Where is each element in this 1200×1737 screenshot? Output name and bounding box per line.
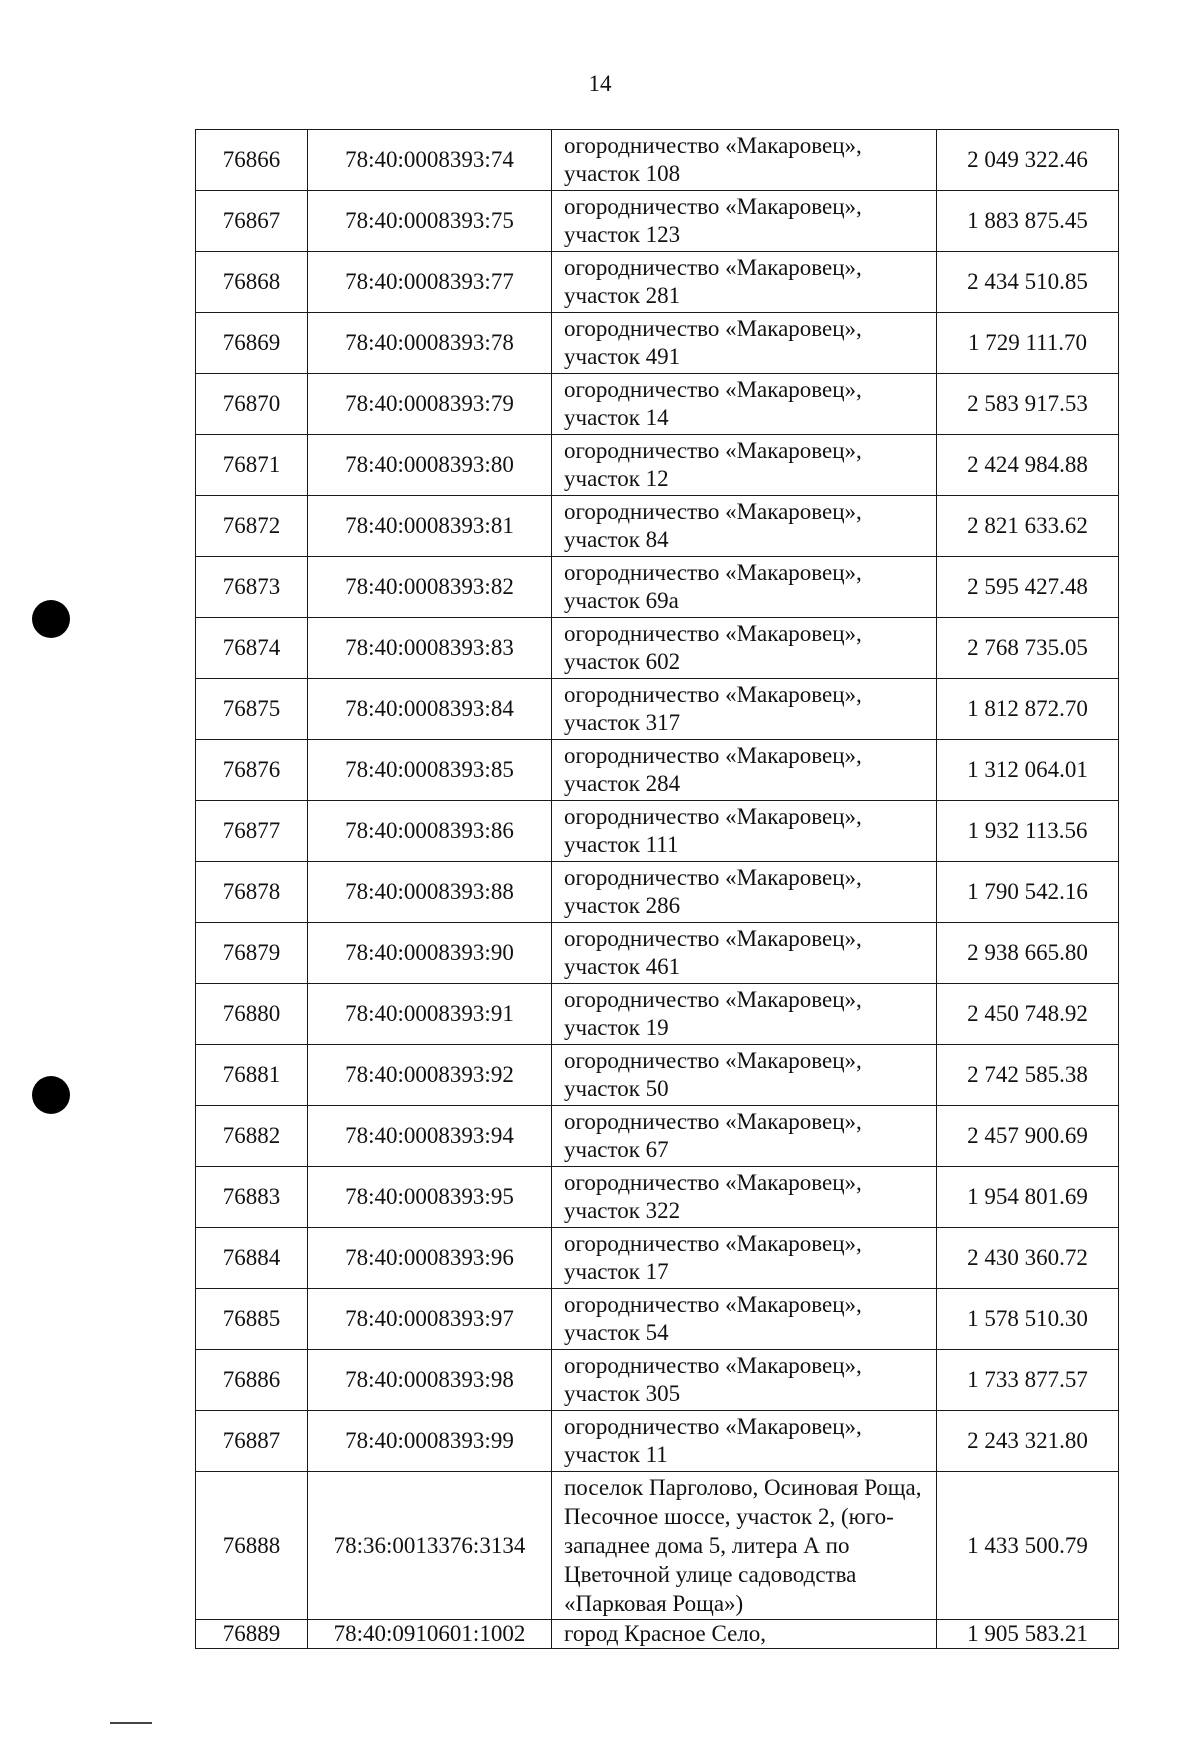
table-row: [196, 740, 1119, 801]
cadastral-value-cell: 2 821 633.62: [937, 496, 1119, 557]
cadastral-value-cell: 2 049 322.46: [937, 130, 1119, 191]
cadastral-value-cell: 1 812 872.70: [937, 679, 1119, 740]
address-cell: огородничество «Макаровец», участок 317: [552, 679, 937, 740]
cadastral-number-cell: 78:40:0008393:86: [308, 801, 552, 862]
cadastral-number-cell: 78:40:0008393:96: [308, 1228, 552, 1289]
address-cell: огородничество «Макаровец», участок 305: [552, 1350, 937, 1411]
table-row: [196, 1228, 1119, 1289]
table-row: [196, 679, 1119, 740]
cadastral-number-cell: 78:40:0008393:80: [308, 435, 552, 496]
record-number-cell: 76875: [196, 679, 308, 740]
cadastral-value-cell: 1 932 113.56: [937, 801, 1119, 862]
record-number-cell: 76886: [196, 1350, 308, 1411]
cadastral-number-cell: 78:40:0008393:94: [308, 1106, 552, 1167]
record-number-cell: 76883: [196, 1167, 308, 1228]
table-row: [196, 1106, 1119, 1167]
table-row: [196, 130, 1119, 191]
table-row: [196, 252, 1119, 313]
cadastral-value-cell: 2 424 984.88: [937, 435, 1119, 496]
cadastral-value-cell: 2 742 585.38: [937, 1045, 1119, 1106]
record-number-cell: 76889: [196, 1620, 308, 1649]
cadastral-value-cell: 2 768 735.05: [937, 618, 1119, 679]
address-cell: огородничество «Макаровец», участок 11: [552, 1411, 937, 1472]
table-row: [196, 557, 1119, 618]
table-row: [196, 1620, 1119, 1649]
table-row: [196, 1350, 1119, 1411]
address-cell: огородничество «Макаровец», участок 461: [552, 923, 937, 984]
record-number-cell: 76881: [196, 1045, 308, 1106]
cadastral-number-cell: 78:40:0008393:99: [308, 1411, 552, 1472]
record-number-cell: 76867: [196, 191, 308, 252]
record-number-cell: 76879: [196, 923, 308, 984]
record-number-cell: 76880: [196, 984, 308, 1045]
cadastral-value-cell: 1 883 875.45: [937, 191, 1119, 252]
cadastral-number-cell: 78:40:0008393:81: [308, 496, 552, 557]
record-number-cell: 76872: [196, 496, 308, 557]
address-cell: огородничество «Макаровец», участок 14: [552, 374, 937, 435]
punch-hole-mark: [32, 600, 70, 638]
table-row: [196, 923, 1119, 984]
record-number-cell: 76882: [196, 1106, 308, 1167]
record-number-cell: 76884: [196, 1228, 308, 1289]
cadastral-number-cell: 78:40:0008393:75: [308, 191, 552, 252]
address-cell: огородничество «Макаровец», участок 123: [552, 191, 937, 252]
cadastral-value-cell: 2 243 321.80: [937, 1411, 1119, 1472]
cadastral-number-cell: 78:40:0910601:1002: [308, 1620, 552, 1649]
address-cell: огородничество «Макаровец», участок 281: [552, 252, 937, 313]
table-row: [196, 862, 1119, 923]
cadastral-value-cell: 1 433 500.79: [937, 1472, 1119, 1620]
cadastral-value-cell: 2 583 917.53: [937, 374, 1119, 435]
record-number-cell: 76868: [196, 252, 308, 313]
record-number-cell: 76866: [196, 130, 308, 191]
address-cell: огородничество «Макаровец», участок 67: [552, 1106, 937, 1167]
address-cell: огородничество «Макаровец», участок 12: [552, 435, 937, 496]
cadastral-number-cell: 78:36:0013376:3134: [308, 1472, 552, 1620]
cadastral-value-cell: 1 905 583.21: [937, 1620, 1119, 1649]
table-row: [196, 984, 1119, 1045]
cadastral-number-cell: 78:40:0008393:82: [308, 557, 552, 618]
cadastral-value-cell: 2 434 510.85: [937, 252, 1119, 313]
address-cell: огородничество «Макаровец», участок 69а: [552, 557, 937, 618]
address-cell: огородничество «Макаровец», участок 84: [552, 496, 937, 557]
punch-hole-mark: [32, 1076, 70, 1114]
cadastral-value-cell: 1 578 510.30: [937, 1289, 1119, 1350]
cadastral-number-cell: 78:40:0008393:84: [308, 679, 552, 740]
cadastral-value-cell: 1 954 801.69: [937, 1167, 1119, 1228]
cadastral-value-cell: 2 938 665.80: [937, 923, 1119, 984]
record-number-cell: 76888: [196, 1472, 308, 1620]
cadastral-value-cell: 2 430 360.72: [937, 1228, 1119, 1289]
table-row: [196, 191, 1119, 252]
cadastral-number-cell: 78:40:0008393:79: [308, 374, 552, 435]
address-cell: огородничество «Макаровец», участок 286: [552, 862, 937, 923]
cadastral-number-cell: 78:40:0008393:85: [308, 740, 552, 801]
address-cell: огородничество «Макаровец», участок 19: [552, 984, 937, 1045]
land-plot-table: [195, 129, 1119, 1649]
table-row: [196, 618, 1119, 679]
record-number-cell: 76878: [196, 862, 308, 923]
record-number-cell: 76869: [196, 313, 308, 374]
cadastral-number-cell: 78:40:0008393:74: [308, 130, 552, 191]
scan-artifact-mark: [110, 1722, 152, 1724]
cadastral-number-cell: 78:40:0008393:92: [308, 1045, 552, 1106]
address-cell: город Красное Село,: [552, 1620, 937, 1649]
record-number-cell: 76876: [196, 740, 308, 801]
table-row: [196, 313, 1119, 374]
table-row: [196, 1167, 1119, 1228]
table-row: [196, 374, 1119, 435]
cadastral-number-cell: 78:40:0008393:98: [308, 1350, 552, 1411]
record-number-cell: 76870: [196, 374, 308, 435]
address-cell: огородничество «Макаровец», участок 284: [552, 740, 937, 801]
cadastral-number-cell: 78:40:0008393:91: [308, 984, 552, 1045]
cadastral-value-cell: 1 312 064.01: [937, 740, 1119, 801]
table-row: [196, 1289, 1119, 1350]
table-row: [196, 496, 1119, 557]
cadastral-number-cell: 78:40:0008393:78: [308, 313, 552, 374]
cadastral-value-cell: 1 729 111.70: [937, 313, 1119, 374]
address-cell: огородничество «Макаровец», участок 322: [552, 1167, 937, 1228]
cadastral-number-cell: 78:40:0008393:90: [308, 923, 552, 984]
cadastral-number-cell: 78:40:0008393:95: [308, 1167, 552, 1228]
cadastral-number-cell: 78:40:0008393:83: [308, 618, 552, 679]
cadastral-value-cell: 2 450 748.92: [937, 984, 1119, 1045]
cadastral-number-cell: 78:40:0008393:88: [308, 862, 552, 923]
record-number-cell: 76885: [196, 1289, 308, 1350]
table-row: [196, 801, 1119, 862]
cadastral-value-cell: 1 790 542.16: [937, 862, 1119, 923]
address-cell: огородничество «Макаровец», участок 108: [552, 130, 937, 191]
record-number-cell: 76874: [196, 618, 308, 679]
cadastral-number-cell: 78:40:0008393:77: [308, 252, 552, 313]
page-number: 14: [588, 71, 612, 96]
address-cell: огородничество «Макаровец», участок 602: [552, 618, 937, 679]
cadastral-value-cell: 2 595 427.48: [937, 557, 1119, 618]
record-number-cell: 76887: [196, 1411, 308, 1472]
cadastral-value-cell: 1 733 877.57: [937, 1350, 1119, 1411]
table-row: [196, 435, 1119, 496]
table-row: [196, 1045, 1119, 1106]
table-body: [196, 130, 1119, 1649]
record-number-cell: 76873: [196, 557, 308, 618]
address-cell: огородничество «Макаровец», участок 491: [552, 313, 937, 374]
address-cell: огородничество «Макаровец», участок 17: [552, 1228, 937, 1289]
cadastral-number-cell: 78:40:0008393:97: [308, 1289, 552, 1350]
record-number-cell: 76871: [196, 435, 308, 496]
address-cell: огородничество «Макаровец», участок 54: [552, 1289, 937, 1350]
record-number-cell: 76877: [196, 801, 308, 862]
cadastral-value-cell: 2 457 900.69: [937, 1106, 1119, 1167]
address-cell: огородничество «Макаровец», участок 111: [552, 801, 937, 862]
table-row: [196, 1411, 1119, 1472]
table-row: [196, 1472, 1119, 1620]
address-cell: поселок Парголово, Осиновая Роща, Песочное шоссе, участок 2, (юго-западнее дома 5, литера А по Цветочной улице садоводства «Парковая Роща»): [552, 1472, 937, 1620]
address-cell: огородничество «Макаровец», участок 50: [552, 1045, 937, 1106]
